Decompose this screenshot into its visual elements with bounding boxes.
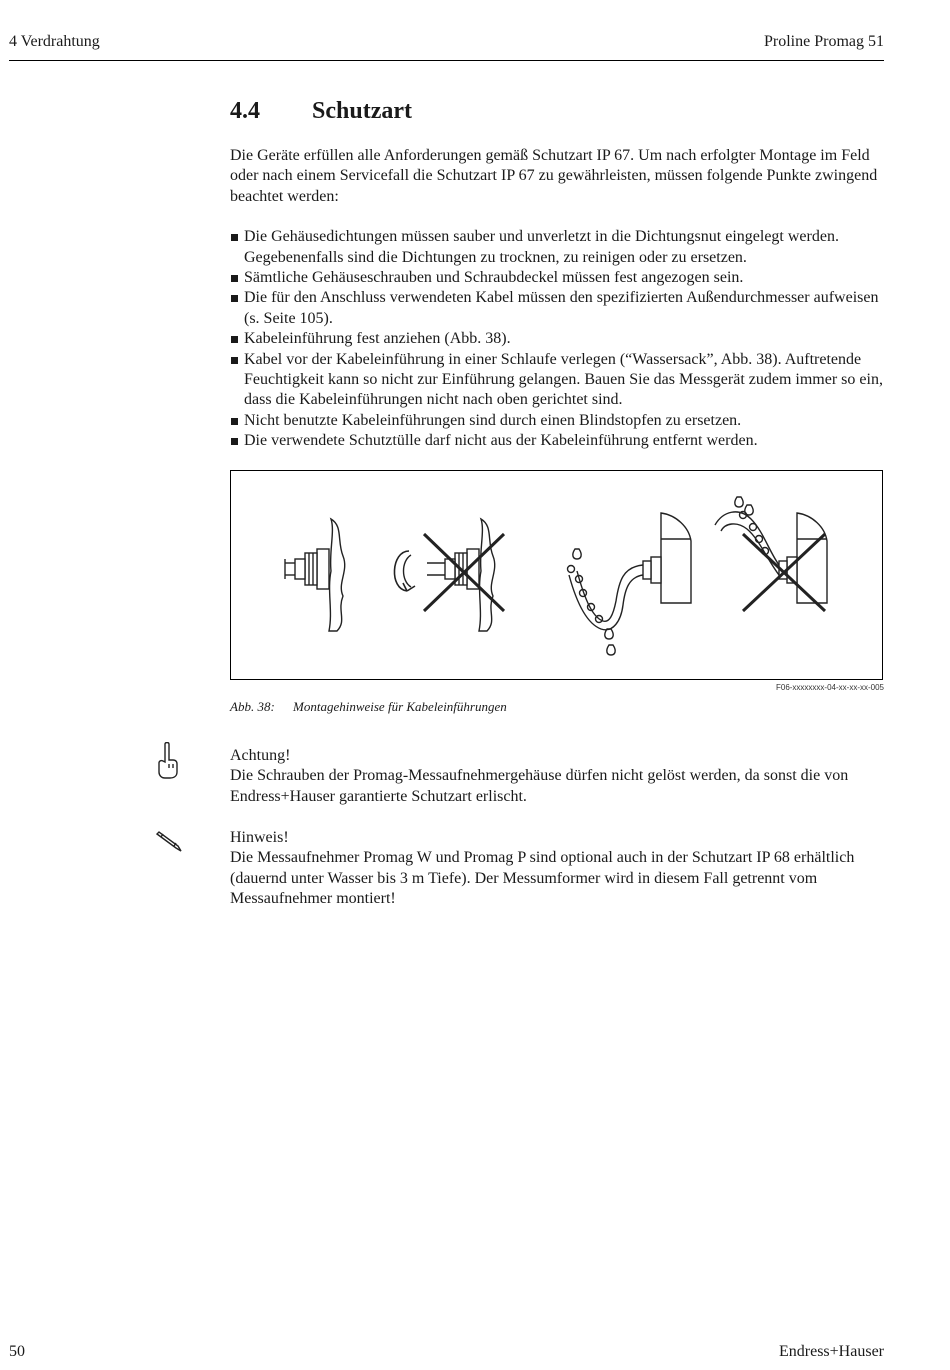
- bullet-square-icon: [231, 234, 238, 241]
- list-item: Sämtliche Gehäuseschrauben und Schraubdeckel müssen fest angezogen sein.: [230, 268, 885, 288]
- list-item: Die für den Anschluss verwendeten Kabel müssen den spezifizierten Außendurchmesser aufweisen (s. Seite 105).: [230, 288, 885, 329]
- figure-caption: [230, 699, 507, 715]
- caption-label: Abb. 38:: [230, 699, 275, 714]
- bullet-square-icon: [231, 336, 238, 343]
- hint-title: Hinweis!: [230, 829, 289, 846]
- caution-title: Achtung!: [230, 747, 291, 764]
- brand-label: Endress+Hauser: [779, 1343, 884, 1360]
- caution-note: [230, 746, 890, 807]
- bullet-square-icon: [231, 275, 238, 282]
- section-heading: [230, 96, 885, 126]
- water-entry-wrong-illustration: [715, 497, 827, 611]
- list-item: Kabel vor der Kabeleinführung in einer Schlaufe verlegen (“Wassersack”, Abb. 38). Auftretende Feuchtigkeit kann so nicht zur Einführung gelangen. Bauen Sie das Messgerät zudem immer so ein, dass die Kabeleinführungen nicht nach oben gerichtet sind.: [230, 350, 885, 411]
- requirements-list: [230, 227, 885, 451]
- section-number: 4.4: [230, 98, 260, 124]
- bullet-square-icon: [231, 418, 238, 425]
- figure-code: F06-xxxxxxxx-04-xx-xx-xx-005: [775, 683, 884, 692]
- water-loop-correct-illustration: [568, 513, 692, 655]
- chapter-label: 4 Verdrahtung: [9, 33, 100, 50]
- page-number: 50: [9, 1343, 25, 1360]
- gland-loose-illustration: [394, 519, 504, 631]
- bullet-square-icon: [231, 295, 238, 302]
- section-title: Schutzart: [312, 98, 412, 124]
- hint-text: Die Messaufnehmer Promag W und Promag P sind optional auch in der Schutzart IP 68 erhältlich (dauernd unter Wasser bis 3 m Tiefe). Der Messumformer wird in diesem Fall getrennt vom Messaufnehmer montiert!: [230, 849, 855, 908]
- caution-text: Die Schrauben der Promag-Messaufnehmergehäuse dürfen nicht gelöst werden, da sonst die von Endress+Hauser garantierte Schutzart erlischt.: [230, 767, 849, 805]
- list-item: Die Gehäusedichtungen müssen sauber und unverletzt in die Dichtungsnut eingelegt werden. Gegebenenfalls sind die Dichtungen zu trocknen, zu reinigen oder zu ersetzen.: [230, 227, 885, 268]
- list-item: Nicht benutzte Kabeleinführungen sind durch einen Blindstopfen zu ersetzen.: [230, 411, 885, 431]
- cable-entry-figure: [230, 470, 883, 680]
- main-content: [230, 96, 885, 452]
- gland-correct-illustration: [285, 519, 345, 631]
- list-item: Die verwendete Schutztülle darf nicht aus der Kabeleinführung entfernt werden.: [230, 431, 885, 451]
- product-label: Proline Promag 51: [764, 33, 884, 50]
- pointing-hand-icon: [156, 742, 180, 785]
- page-header: [9, 32, 884, 61]
- intro-paragraph: Die Geräte erfüllen alle Anforderungen gemäß Schutzart IP 67. Um nach erfolgter Montage im Feld oder nach einem Servicefall die Schutzart IP 67 zu gewährleisten, müssen folgende Punkte zwingend beachtet werden:: [230, 147, 878, 205]
- list-item: Kabeleinführung fest anziehen (Abb. 38).: [230, 329, 885, 349]
- caption-text: Montagehinweise für Kabeleinführungen: [293, 699, 507, 714]
- bullet-square-icon: [231, 357, 238, 364]
- pencil-icon: [154, 830, 184, 859]
- hint-note: [230, 828, 888, 910]
- bullet-square-icon: [231, 438, 238, 445]
